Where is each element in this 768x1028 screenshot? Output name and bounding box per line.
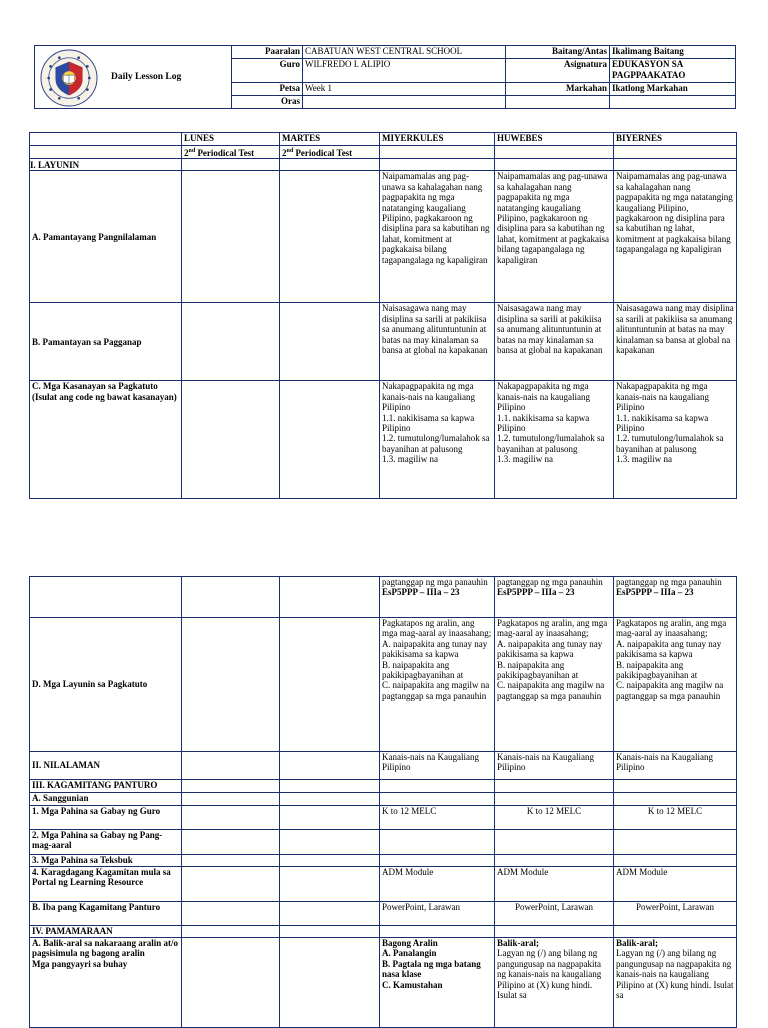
baitang-value: Ikalimang Baitang xyxy=(610,46,736,59)
section-gabay-guro: 1. Mga Pahina sa Gabay ng Guro xyxy=(30,806,182,830)
pagganap-miyerkules: Naisasagawa nang may disiplina sa sarili at pakikiisa sa anumang alituntuntunin at batas na may kinalaman sa bansa at global na kapakanan xyxy=(380,303,495,381)
nilalaman-huwebes: Kanais-nais na Kaugaliang Pilipino xyxy=(495,752,614,780)
empty-cell xyxy=(614,159,737,171)
balik-aral-miyerkules xyxy=(380,938,495,1028)
empty-cell xyxy=(380,146,495,159)
kasanayan-cont-huwebes xyxy=(495,577,614,618)
karagdagang-miyerkules: ADM Module xyxy=(380,867,495,902)
empty-cell xyxy=(614,926,737,938)
pamantayan-pagganap-row xyxy=(30,303,737,381)
section-layunin: I. LAYUNIN xyxy=(30,159,182,171)
paaralan-label: Paaralan xyxy=(232,46,303,59)
asignatura-value: EDUKASYON SA PAGPPAAKATAO xyxy=(610,59,736,83)
empty-cell xyxy=(280,793,380,806)
nilalaman-miyerkules: Kanais-nais na Kaugaliang Pilipino xyxy=(380,752,495,780)
empty-cell xyxy=(182,171,280,303)
iba-pa-row xyxy=(30,902,737,926)
iba-pa-biyernes: PowerPoint, Larawan xyxy=(614,902,737,926)
kasanayan-cont-miyerkules xyxy=(380,577,495,618)
section-kagamitan: III. KAGAMITANG PANTURO xyxy=(30,780,182,793)
pamantayang-nilalaman-row xyxy=(30,171,737,303)
lesson-table-part-2 xyxy=(29,576,737,1028)
periodical-test-row xyxy=(30,146,737,159)
day-huwebes: HUWEBES xyxy=(495,133,614,146)
empty-cell xyxy=(182,806,280,830)
empty-cell xyxy=(182,381,280,499)
pamantayang-nilalaman-biyernes: Naipamamalas ang pag-unawa sa kahalagahan nang pagpapakita ng mga natatanging kaugaliang Pilipino, pagkakaroon ng disiplina para sa kabutihan ng lahat, komitment at pagkakaisa bilang tagapangalaga ng kapaligiran xyxy=(614,171,737,303)
balik-aral-title: Balik-aral; xyxy=(616,938,658,948)
section-teksbuk: 3. Mga Pahina sa Teksbuk xyxy=(30,855,182,867)
kasanayan-text: pagtanggap ng mga panauhin xyxy=(382,577,488,587)
lesson-table-part-1 xyxy=(29,132,737,499)
section-gabay-magaaral: 2. Mga Pahina sa Gabay ng Pang-mag-aaral xyxy=(30,830,182,855)
section-pamantayan-pagganap: B. Pamantayan sa Pagganap xyxy=(30,303,182,381)
pamamaraan-row xyxy=(30,926,737,938)
section-layunin-pagkatuto: D. Mga Layunin sa Pagkatuto xyxy=(30,618,182,752)
balik-aral-line: Bagong Aralin xyxy=(382,938,438,948)
kasanayan-huwebes: Nakapagpapakita ng mga kanais-nais na kaugaliang Pilipino 1.1. nakikisama sa kapwa Pilipino 1.2. tumutulong/lumalahok sa bayanihan at palusong 1.3. magiliw na xyxy=(495,381,614,499)
empty-cell xyxy=(610,96,736,109)
gabay-guro-miyerkules: K to 12 MELC xyxy=(380,806,495,830)
empty-cell xyxy=(280,938,380,1028)
empty-cell xyxy=(280,618,380,752)
petsa-label: Petsa xyxy=(232,83,303,96)
kasanayan-text: pagtanggap ng mga panauhin xyxy=(616,577,722,587)
competency-code: EsP5PPP – IIIa – 23 xyxy=(616,587,694,598)
empty-cell xyxy=(614,146,737,159)
kasanayan-miyerkules: Nakapagpapakita ng mga kanais-nais na kaugaliang Pilipino 1.1. nakikisama sa kapwa Pilipino 1.2. tumutulong/lumalahok sa bayanihan at palusong 1.3. magiliw na xyxy=(380,381,495,499)
layunin-row xyxy=(30,159,737,171)
section-nilalaman: II. NILALAMAN xyxy=(30,752,182,780)
balik-aral-line: C. Kamustahan xyxy=(382,979,443,990)
empty-cell xyxy=(182,902,280,926)
markahan-label: Markahan xyxy=(506,83,610,96)
empty-cell xyxy=(495,926,614,938)
kasanayan-continued-row xyxy=(30,577,737,618)
gabay-guro-huwebes: K to 12 MELC xyxy=(495,806,614,830)
gabay-guro-biyernes: K to 12 MELC xyxy=(614,806,737,830)
empty-cell xyxy=(182,793,280,806)
iba-pa-huwebes: PowerPoint, Larawan xyxy=(495,902,614,926)
empty-cell xyxy=(182,780,280,793)
empty-cell xyxy=(280,381,380,499)
balik-aral-biyernes xyxy=(614,938,737,1028)
empty-cell xyxy=(495,159,614,171)
section-kasanayan: C. Mga Kasanayan sa Pagkatuto (Isulat ang code ng bawat kasanayan) xyxy=(30,381,182,499)
empty-cell xyxy=(380,830,495,855)
layunin-pagkatuto-row xyxy=(30,618,737,752)
kasanayan-row xyxy=(30,381,737,499)
paaralan-value: CABATUAN WEST CENTRAL SCHOOL xyxy=(303,46,506,59)
section-balik-aral: A. Balik-aral sa nakaraang aralin at/o pagsisimula ng bagong aralin Mga pangyayri sa buhay xyxy=(30,938,182,1028)
layunin-biyernes: Pagkatapos ng aralin, ang mga mag-aaral ay inaasahang; A. naipapakita ang tunay nay pakikisama sa kapwa B. naipapakita ang pakikipagbayanihan at C. naipapakita ang magilw na pagtanggap sa mga panauhin xyxy=(614,618,737,752)
layunin-huwebes: Pagkatapos ng aralin, ang mga mag-aaral ay inaasahang; A. naipapakita ang tunay nay pakikisama sa kapwa B. naipapakita ang pakikipagbayanihan at C. naipapakita ang magilw na pagtanggap sa mga panauhin xyxy=(495,618,614,752)
nilalaman-row xyxy=(30,752,737,780)
empty-cell xyxy=(495,855,614,867)
karagdagang-row xyxy=(30,867,737,902)
empty-cell xyxy=(614,830,737,855)
day-biyernes: BIYERNES xyxy=(614,133,737,146)
balik-aral-line: B. Pagtala ng mga batang nasa klase xyxy=(382,958,481,980)
pagganap-biyernes: Naisasagawa nang may disiplina sa sarili at pakikiisa sa anumang alituntuntunin at batas na may kinalaman sa bansa at global na kapakanan xyxy=(614,303,737,381)
empty-cell xyxy=(495,830,614,855)
empty-cell xyxy=(280,577,380,618)
guro-value: WILFREDO I. ALIPIO xyxy=(303,59,506,83)
gabay-guro-row xyxy=(30,806,737,830)
balik-aral-line: A. Panalangin xyxy=(382,948,437,959)
balik-aral-text: Lagyan ng (/) ang bilang ng pangungusap na nagpapakita ng kanais-nais na kaugaliang Pilipino at (X) kung hindi. Isulat sa xyxy=(616,948,734,1001)
iba-pa-miyerkules: PowerPoint, Larawan xyxy=(380,902,495,926)
pamantayang-nilalaman-miyerkules: Naipamamalas ang pag-unawa sa kahalagahan nang pagpapakita ng mga natatanging kaugaliang Pilipino, pagkakaroon ng disiplina para sa kabutihan ng lahat, komitment at pagkakaisa bilang tagapangalaga ng kapaligiran xyxy=(380,171,495,303)
oras-value xyxy=(303,96,506,109)
balik-aral-text: Lagyan ng (/) ang bilang ng pangungusap na nagpapakita ng kanais-nais na kaugaliang Pilipino at (X) kung hindi. Isulat sa xyxy=(497,948,602,1001)
empty-cell xyxy=(280,855,380,867)
day-lunes: LUNES xyxy=(182,133,280,146)
day-header-row xyxy=(30,133,737,146)
empty-cell xyxy=(380,855,495,867)
layunin-miyerkules: Pagkatapos ng aralin, ang mga mag-aaral ay inaasahang; A. naipapakita ang tunay nay pakikisama sa kapwa B. naipapakita ang pakikipagbayanihan at C. naipapakita ang magilw na pagtanggap sa mga panauhin xyxy=(380,618,495,752)
page-title: Daily Lesson Log xyxy=(111,71,182,82)
empty-cell xyxy=(380,793,495,806)
pagganap-huwebes: Naisasagawa nang may disiplina sa sarili at pakikiisa sa anumang alituntuntunin at batas na may kinalaman sa bansa at global na kapakanan xyxy=(495,303,614,381)
empty-cell xyxy=(182,303,280,381)
kasanayan-biyernes: Nakapagpapakita ng mga kanais-nais na kaugaliang Pilipino 1.1. nakikisama sa kapwa Pilipino 1.2. tumutulong/lumalahok sa bayanihan at palusong 1.3. magiliw na xyxy=(614,381,737,499)
lunes-periodical-test: 2nd Periodical Test xyxy=(182,146,280,159)
section-sanggunian: A. Sanggunian xyxy=(30,793,182,806)
empty-cell xyxy=(614,855,737,867)
empty-cell xyxy=(182,855,280,867)
balik-aral-row xyxy=(30,938,737,1028)
empty-cell xyxy=(380,159,495,171)
empty-cell xyxy=(280,806,380,830)
empty-cell xyxy=(614,780,737,793)
header-title-cell xyxy=(35,46,232,109)
empty-cell xyxy=(182,926,280,938)
nilalaman-biyernes: Kanais-nais na Kaugaliang Pilipino xyxy=(614,752,737,780)
day-martes: MARTES xyxy=(280,133,380,146)
empty-cell xyxy=(182,830,280,855)
empty-cell xyxy=(182,752,280,780)
empty-cell xyxy=(30,577,182,618)
empty-cell xyxy=(380,926,495,938)
martes-periodical-test: 2nd Periodical Test xyxy=(280,146,380,159)
empty-cell xyxy=(182,159,280,171)
petsa-value: Week 1 xyxy=(303,83,506,96)
empty-cell xyxy=(280,902,380,926)
section-iba-pa: B. Iba pang Kagamitang Panturo xyxy=(30,902,182,926)
asignatura-label: Asignatura xyxy=(506,59,610,83)
kasanayan-cont-biyernes xyxy=(614,577,737,618)
section-karagdagang: 4. Karagdagang Kagamitan mula sa Portal ng Learning Resource xyxy=(30,867,182,902)
empty-cell xyxy=(280,867,380,902)
empty-cell xyxy=(280,830,380,855)
karagdagang-biyernes: ADM Module xyxy=(614,867,737,902)
gabay-magaaral-row xyxy=(30,830,737,855)
guro-label: Guro xyxy=(232,59,303,83)
markahan-value: Ikatlong Markahan xyxy=(610,83,736,96)
sanggunian-row xyxy=(30,793,737,806)
empty-cell xyxy=(182,938,280,1028)
balik-aral-huwebes xyxy=(495,938,614,1028)
section-pamamaraan: IV. PAMAMARAAN xyxy=(30,926,182,938)
empty-cell xyxy=(506,96,610,109)
empty-cell xyxy=(280,303,380,381)
header-table xyxy=(34,45,736,109)
kasanayan-text: pagtanggap ng mga panauhin xyxy=(497,577,603,587)
empty-cell xyxy=(280,780,380,793)
section-pamantayang-nilalaman: A. Pamantayang Pangnilalaman xyxy=(30,171,182,303)
empty-cell xyxy=(614,793,737,806)
empty-cell xyxy=(30,133,182,146)
empty-cell xyxy=(280,752,380,780)
pamantayang-nilalaman-huwebes: Naipamamalas ang pag-unawa sa kahalagahan nang pagpapakita ng mga natatanging kaugaliang Pilipino, pagkakaroon ng disiplina para sa kabutihan ng lahat, komitment at pagkakaisa bilang tagapangalaga ng kapaligiran xyxy=(495,171,614,303)
baitang-label: Baitang/Antas xyxy=(506,46,610,59)
teksbuk-row xyxy=(30,855,737,867)
empty-cell xyxy=(280,171,380,303)
oras-label: Oras xyxy=(232,96,303,109)
empty-cell xyxy=(182,577,280,618)
kagamitan-row xyxy=(30,780,737,793)
empty-cell xyxy=(182,618,280,752)
competency-code: EsP5PPP – IIIa – 23 xyxy=(497,587,575,598)
competency-code: EsP5PPP – IIIa – 23 xyxy=(382,587,460,598)
empty-cell xyxy=(182,867,280,902)
empty-cell xyxy=(495,146,614,159)
day-miyerkules: MIYERKULES xyxy=(380,133,495,146)
balik-aral-title: Balik-aral; xyxy=(497,938,539,948)
empty-cell xyxy=(280,926,380,938)
empty-cell xyxy=(30,146,182,159)
empty-cell xyxy=(280,159,380,171)
karagdagang-huwebes: ADM Module xyxy=(495,867,614,902)
empty-cell xyxy=(495,780,614,793)
empty-cell xyxy=(495,793,614,806)
empty-cell xyxy=(380,780,495,793)
